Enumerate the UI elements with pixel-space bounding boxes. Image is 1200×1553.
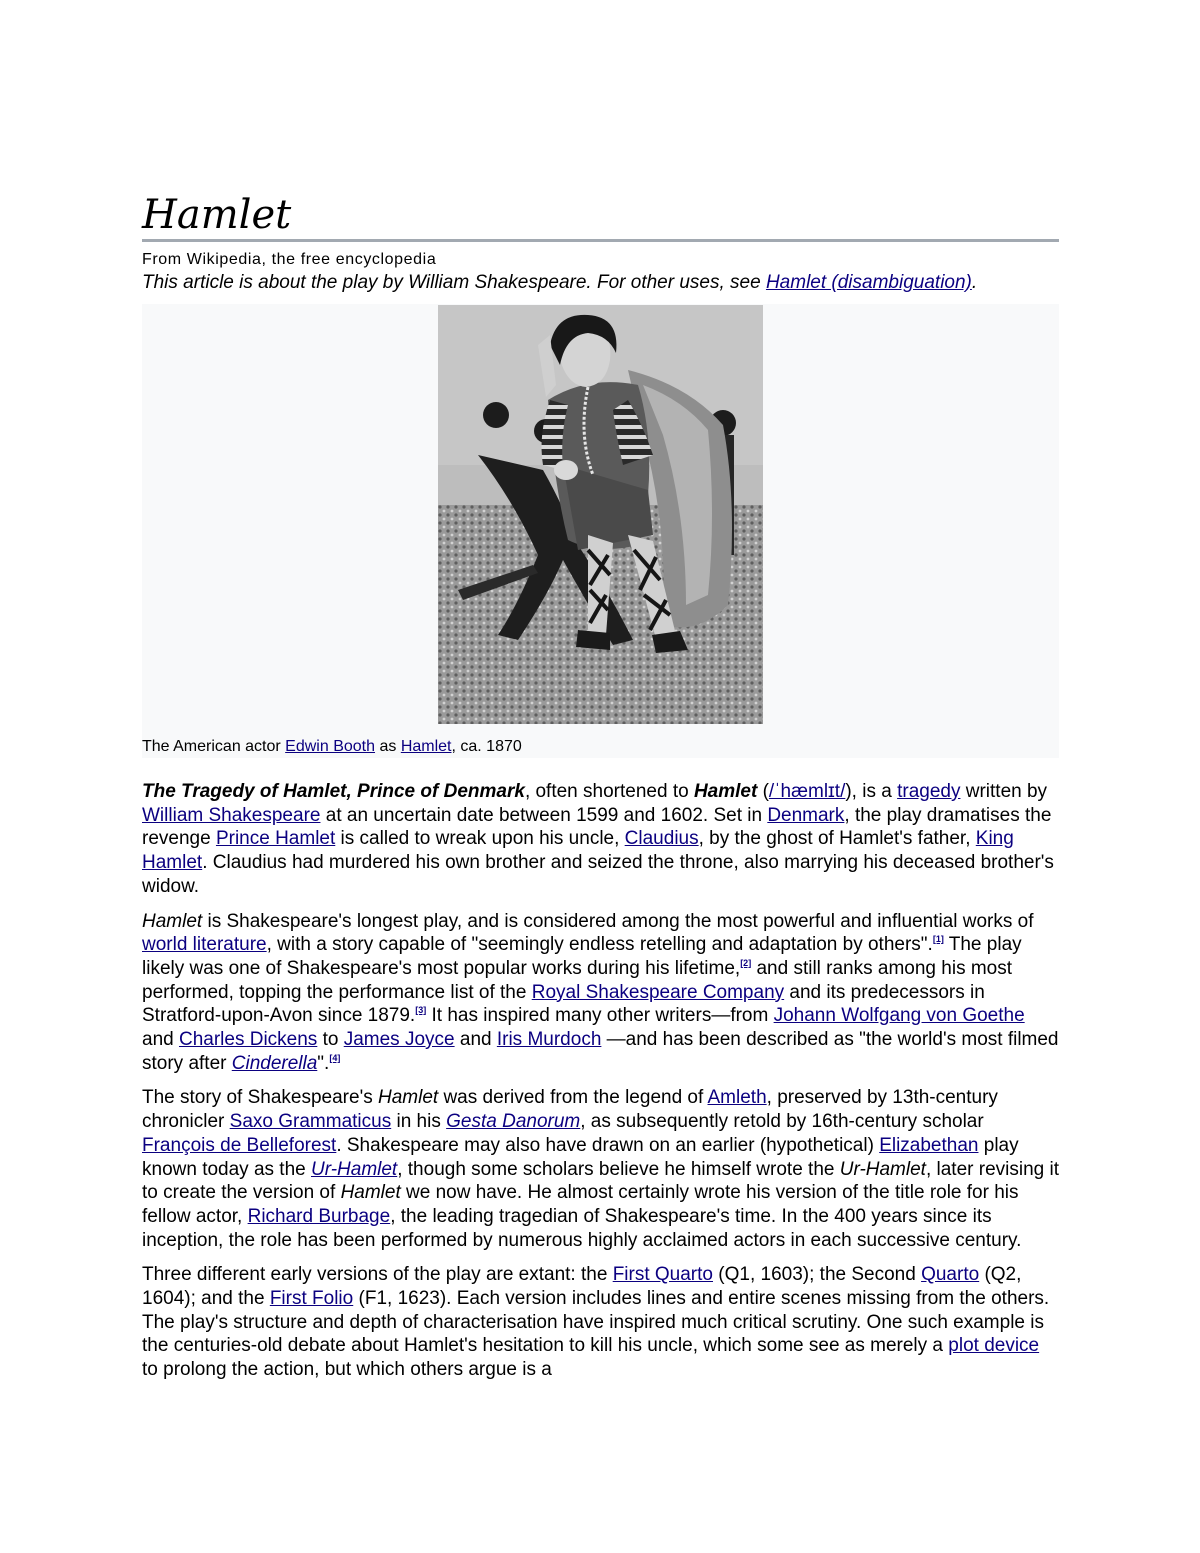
text: written by <box>960 781 1048 802</box>
paragraph-versions <box>142 1263 1059 1382</box>
plot-device-link[interactable]: plot device <box>948 1335 1040 1357</box>
reference-2[interactable]: [2] <box>740 957 752 968</box>
text: , later revising it to create the version of <box>142 1158 1059 1204</box>
hatnote-text: This article is about the play by William Shakespeare. For other uses, see <box>142 272 766 293</box>
text: ), is a <box>845 781 898 802</box>
photo-illustration <box>438 305 763 724</box>
quarto-link[interactable]: Quarto <box>921 1264 980 1286</box>
text: was derived from the legend of <box>438 1087 708 1109</box>
text: and still ranks among his most performed, topping the performance list of the <box>142 957 1013 1003</box>
joyce-link[interactable]: James Joyce <box>343 1029 455 1051</box>
text: (Q2, 1604); and the <box>142 1264 1022 1310</box>
hatnote <box>142 271 1059 294</box>
text: , preserved by 13th-century chronicler <box>142 1087 998 1133</box>
text: Three different early versions of the play are extant: the <box>142 1264 613 1286</box>
ur-hamlet-title: Ur-Hamlet <box>839 1158 926 1180</box>
text: The play likely was one of Shakespeare's most popular works during his lifetime, <box>142 934 1022 979</box>
reference-3[interactable]: [3] <box>415 1005 427 1016</box>
caption-text: The American actor <box>142 738 286 755</box>
page-title: Hamlet <box>142 192 292 238</box>
gesta-title: Gesta Danorum <box>446 1111 581 1133</box>
full-title: The Tragedy of Hamlet, Prince of Denmark <box>142 781 525 802</box>
article-content <box>142 192 1059 1382</box>
caption-text-end: , ca. 1870 <box>451 738 522 755</box>
shakespeare-link[interactable]: William Shakespeare <box>142 804 321 826</box>
text: , by the ghost of Hamlet's father, <box>698 828 976 850</box>
edwin-booth-photo[interactable] <box>438 305 763 724</box>
text: , as subsequently retold by 16th-century scholar <box>580 1111 984 1133</box>
reference-1[interactable]: [1] <box>932 934 944 945</box>
first-quarto-link[interactable]: First Quarto <box>612 1264 713 1286</box>
text: (F1, 1623). Each version includes lines and entire scenes missing from the others. The play's structure and depth of characterisation have inspired much critical scrutiny. One such example is the centuries-old debate about Hamlet's hesitation to kill his uncle, which some see as merely a <box>142 1288 1050 1357</box>
text: (Q1, 1603); the Second <box>713 1264 922 1286</box>
world-literature-link[interactable]: world literature <box>142 934 267 956</box>
text: and <box>454 1029 497 1051</box>
text: It has inspired many other writers—from <box>426 1005 774 1027</box>
text: , though some scholars believe he himself wrote the <box>397 1158 840 1180</box>
infobox <box>142 304 1059 758</box>
cinderella-title: Cinderella <box>231 1052 318 1074</box>
site-sub: From Wikipedia, the free encyclopedia <box>142 251 437 268</box>
text: and <box>142 1029 179 1051</box>
murdoch-link[interactable]: Iris Murdoch <box>496 1029 602 1051</box>
king-hamlet-link[interactable]: King Hamlet <box>142 828 1014 874</box>
text: . Shakespeare may also have drawn on an earlier (hypothetical) <box>336 1134 880 1156</box>
caption-text-mid: as <box>375 738 401 755</box>
text: in his <box>391 1111 447 1133</box>
disambiguation-link[interactable]: Hamlet (disambiguation) <box>765 272 972 293</box>
claudius-link[interactable]: Claudius <box>624 828 699 850</box>
text: , with a story capable of "seemingly endless retelling and adaptation by others". <box>266 934 933 956</box>
amleth-link[interactable]: Amleth <box>707 1087 767 1109</box>
paragraph-sources <box>142 1086 1059 1252</box>
dickens-link[interactable]: Charles Dickens <box>178 1029 318 1051</box>
text: is called to wreak upon his uncle, <box>335 828 625 850</box>
first-folio-link[interactable]: First Folio <box>269 1288 354 1310</box>
gesta-danorum-link[interactable] <box>446 1111 580 1132</box>
burbage-link[interactable]: Richard Burbage <box>247 1205 391 1227</box>
ur-hamlet-title: Ur-Hamlet <box>311 1158 398 1180</box>
paragraph-intro <box>142 780 1059 899</box>
text: The story of Shakespeare's <box>142 1087 378 1109</box>
prince-hamlet-link[interactable]: Prince Hamlet <box>215 828 336 850</box>
edwin-booth-link[interactable]: Edwin Booth <box>285 738 376 755</box>
play-title: Hamlet <box>340 1182 401 1204</box>
text: , often shortened to <box>524 781 694 802</box>
hamlet-character-link[interactable]: Hamlet <box>400 738 452 755</box>
text: . Claudius had murdered his own brother and seized the throne, also marrying his deceased brother's widow. <box>142 852 1054 897</box>
play-title: Hamlet <box>377 1087 439 1109</box>
denmark-link[interactable]: Denmark <box>767 804 845 826</box>
image-caption <box>142 737 522 757</box>
saxo-link[interactable]: Saxo Grammaticus <box>229 1111 392 1133</box>
hatnote-end: . <box>971 272 978 293</box>
text: ". <box>317 1052 330 1074</box>
play-title: Hamlet <box>142 910 203 932</box>
goethe-link[interactable]: Johann Wolfgang von Goethe <box>773 1005 1025 1027</box>
text: to prolong the action, but which others argue is a <box>142 1359 552 1381</box>
tragedy-link[interactable]: tragedy <box>897 781 961 802</box>
text: —and has been described as "the world's most filmed story after <box>142 1029 1059 1074</box>
text: , the leading tragedian of Shakespeare's time. In the 400 years since its inception, the role has been performed by numerous highly acclaimed actors in each successive century. <box>142 1205 1022 1251</box>
short-title: Hamlet <box>693 781 758 802</box>
text: at an uncertain date between 1599 and 1602. Set in <box>320 804 768 826</box>
paragraph-legacy <box>142 910 1059 1076</box>
belleforest-link[interactable]: François de Belleforest <box>142 1134 337 1156</box>
cinderella-link[interactable] <box>232 1053 318 1074</box>
ipa-link[interactable]: /ˈhæmlɪt/ <box>768 781 846 802</box>
text: , the play dramatises the revenge <box>142 804 1052 850</box>
text: play known today as the <box>142 1134 1019 1180</box>
text: ( <box>757 781 769 802</box>
rsc-link[interactable]: Royal Shakespeare Company <box>531 981 785 1003</box>
text: is Shakespeare's longest play, and is considered among the most powerful and influential works of <box>202 910 1034 932</box>
text: to <box>317 1029 344 1051</box>
text: we now have. He almost certainly wrote his version of the title role for his fellow actor, <box>142 1182 1019 1227</box>
ur-hamlet-link[interactable] <box>311 1159 397 1180</box>
text: and its predecessors in Stratford-upon-Avon since 1879. <box>142 981 985 1027</box>
reference-4[interactable]: [4] <box>329 1052 341 1063</box>
title-divider <box>142 239 1059 242</box>
elizabethan-link[interactable]: Elizabethan <box>879 1134 979 1156</box>
